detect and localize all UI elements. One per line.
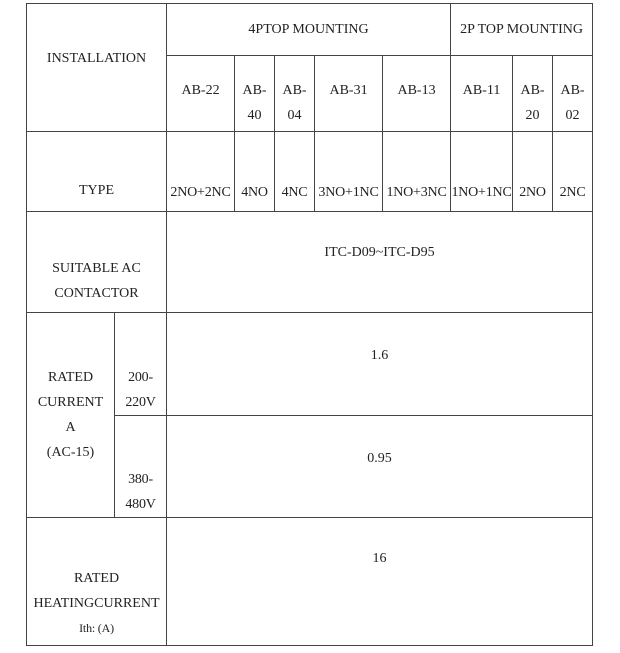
- voltage-cell: [115, 313, 167, 415]
- type-value: 2NO: [519, 185, 546, 201]
- type-value-cell: [553, 132, 593, 212]
- voltage-label: 200-: [128, 369, 153, 385]
- installation-label-cell: [27, 4, 167, 132]
- rated-current-value-cell: [167, 313, 593, 415]
- heating-current-label: RATED: [73, 571, 120, 586]
- rated-current-value-cell: [167, 415, 593, 517]
- type-label-cell: [27, 132, 167, 212]
- type-value-cell: [275, 132, 315, 212]
- heating-current-unit: Ith: (A): [79, 621, 114, 635]
- type-value-cell: [513, 132, 553, 212]
- model-name: AB-: [560, 83, 585, 99]
- model-name: AB-31: [329, 83, 368, 99]
- rated-current-category: (AC-15): [46, 445, 95, 461]
- model-name-cont: 20: [525, 108, 540, 124]
- model-name: AB-: [242, 83, 267, 99]
- type-value: 1NO+3NC: [386, 185, 447, 201]
- specification-table: [26, 3, 593, 646]
- model-name: AB-11: [462, 83, 501, 99]
- group-2p-label: 2P TOP MOUNTING: [460, 22, 583, 38]
- suitable-value-cell: [167, 212, 593, 313]
- model-cell: [275, 56, 315, 132]
- rated-current-value: 0.95: [367, 450, 392, 466]
- model-cell: [513, 56, 553, 132]
- type-value-cell: [383, 132, 451, 212]
- suitable-value: ITC-D09~ITC-D95: [324, 245, 435, 261]
- type-value-cell: [167, 132, 235, 212]
- type-value: 2NO+2NC: [170, 185, 231, 201]
- type-value: 4NO: [241, 185, 268, 201]
- model-name: AB-: [282, 83, 307, 99]
- model-name-cont: 40: [247, 108, 262, 124]
- group-2p-cell: [451, 4, 593, 56]
- model-cell: [167, 56, 235, 132]
- suitable-label-cont: CONTACTOR: [54, 286, 139, 302]
- heating-current-value-cell: [167, 517, 593, 645]
- heating-current-value: 16: [372, 550, 387, 566]
- suitable-label-cell: [27, 212, 167, 313]
- rated-current-label-cont: CURRENT: [37, 395, 104, 411]
- model-name: AB-: [520, 83, 545, 99]
- rated-current-label: RATED: [47, 370, 94, 386]
- rated-current-unit: A: [65, 420, 76, 436]
- rated-current-label-cell: [27, 313, 115, 517]
- type-value-cell: [235, 132, 275, 212]
- voltage-label-cont: 220V: [125, 394, 156, 410]
- group-4p-label: 4PTOP MOUNTING: [248, 22, 369, 38]
- installation-label: INSTALLATION: [46, 51, 147, 67]
- group-4p-cell: [167, 4, 451, 56]
- model-cell: [451, 56, 513, 132]
- heating-current-label-cell: [27, 517, 167, 645]
- voltage-cell: [115, 415, 167, 517]
- model-name: AB-13: [397, 83, 436, 99]
- rated-current-value: 1.6: [370, 348, 389, 364]
- suitable-row: [27, 212, 593, 313]
- type-value: 2NC: [559, 185, 586, 201]
- type-row: [27, 132, 593, 212]
- type-label: TYPE: [79, 183, 114, 199]
- heating-current-row: [27, 517, 593, 645]
- type-value-cell: [451, 132, 513, 212]
- type-value: 1NO+1NC: [451, 185, 512, 201]
- voltage-label: 380-: [128, 471, 153, 487]
- model-name-cont: 02: [565, 108, 580, 124]
- model-cell: [383, 56, 451, 132]
- type-value: 3NO+1NC: [318, 185, 379, 201]
- type-value-cell: [315, 132, 383, 212]
- model-name-cont: 04: [287, 108, 302, 124]
- model-name: AB-22: [181, 83, 220, 99]
- model-cell: [553, 56, 593, 132]
- rated-current-row-1: [27, 313, 593, 415]
- model-cell: [315, 56, 383, 132]
- heating-current-label-cont: HEATINGCURRENT: [33, 596, 160, 611]
- type-value: 4NC: [281, 185, 308, 201]
- voltage-label-cont: 480V: [125, 496, 156, 512]
- model-cell: [235, 56, 275, 132]
- header-row-groups: [27, 4, 593, 56]
- suitable-label: SUITABLE AC: [52, 261, 141, 277]
